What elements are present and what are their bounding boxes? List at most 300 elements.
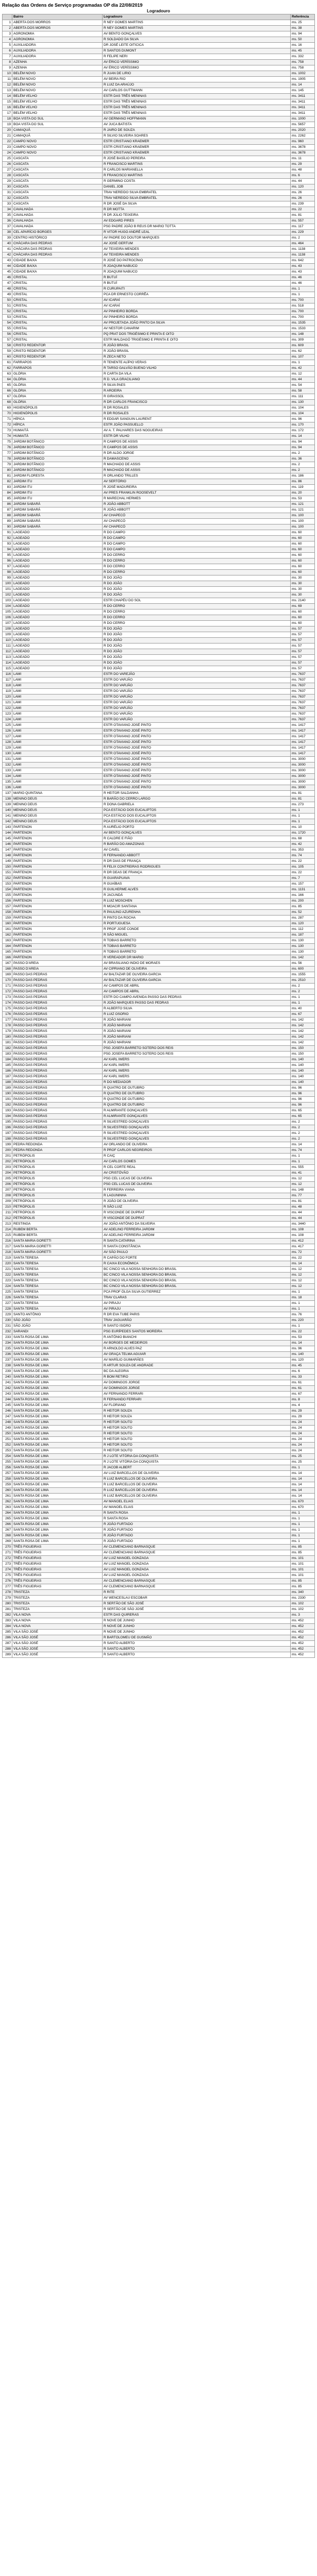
row-logradouro: R MOACIR SANTANA	[103, 904, 291, 910]
table-row	[3, 853, 315, 859]
table-row	[3, 541, 315, 547]
row-referencia: ms. 700	[291, 315, 315, 320]
row-referencia: ms. 3000	[291, 762, 315, 768]
row-index: 9	[3, 65, 12, 71]
row-referencia: ms. 1720	[291, 831, 315, 836]
row-logradouro: R NOVE DE JUNHO	[103, 1624, 291, 1630]
row-logradouro: R DO CERRO	[103, 615, 291, 621]
row-bairro: AUXILIADORA	[12, 43, 103, 48]
row-index: 154	[3, 887, 12, 893]
table-row	[3, 292, 315, 298]
row-bairro: PETRÓPOLIS	[12, 1159, 103, 1165]
row-referencia: ms. 77	[291, 1193, 315, 1199]
row-bairro: PARTENON	[12, 853, 103, 859]
row-bairro: PARTENON	[12, 831, 103, 836]
row-bairro: SANTA TERESA	[12, 1278, 103, 1284]
row-bairro: PARTENON	[12, 916, 103, 921]
table-row	[3, 1522, 315, 1528]
row-bairro: LAGEADO	[12, 541, 103, 547]
row-logradouro: R DR EVA TUBE PARIS	[103, 1312, 291, 1318]
row-bairro: LAMI	[12, 700, 103, 706]
row-index: 112	[3, 649, 12, 655]
row-referencia: ms. 700	[291, 298, 315, 303]
row-logradouro: AV SÃO PAULO	[103, 1250, 291, 1256]
row-referencia: ms. 85	[291, 904, 315, 910]
row-index: 246	[3, 1409, 12, 1414]
table-row	[3, 1465, 315, 1471]
row-logradouro: AV MANOEL ELIAS	[103, 1505, 291, 1511]
table-row	[3, 162, 315, 167]
row-bairro: JARDIM SABARÁ	[12, 524, 103, 530]
row-referencia: ms. 2	[291, 235, 315, 241]
table-row	[3, 411, 315, 417]
row-referencia: ms. 29	[291, 162, 315, 167]
row-index: 20	[3, 128, 12, 133]
row-bairro: PETRÓPOLIS	[12, 1210, 103, 1216]
row-bairro: PETRÓPOLIS	[12, 1216, 103, 1222]
row-logradouro: AV SERTÓRIO	[103, 479, 291, 485]
table-row	[3, 224, 315, 230]
row-logradouro: R DO JOÃO	[103, 575, 291, 581]
table-header-row	[3, 14, 315, 20]
row-referencia: ms. 4	[291, 1403, 315, 1409]
table-row	[3, 303, 315, 309]
row-referencia: ms. 670	[291, 1499, 315, 1505]
row-index: 93	[3, 541, 12, 547]
table-row	[3, 428, 315, 434]
table-row	[3, 1227, 315, 1233]
row-logradouro: ESTR DO VARJÃO	[103, 706, 291, 711]
row-referencia: ms. 14	[291, 1341, 315, 1346]
row-logradouro: AV A. T. PALHARES DAS NOGUEIRAS	[103, 428, 291, 434]
row-bairro: PARTENON	[12, 876, 103, 882]
table-row	[3, 1596, 315, 1601]
table-row	[3, 1477, 315, 1482]
row-logradouro: R JOÃO MARIANI	[103, 1040, 291, 1046]
row-logradouro: R ANTÔNIO BIANCHI	[103, 1335, 291, 1341]
table-row	[3, 1222, 315, 1227]
table-row	[3, 241, 315, 247]
row-logradouro: AV CAMPOS DE ABRIL	[103, 984, 291, 989]
row-bairro: PASSO DAS PEDRAS	[12, 1091, 103, 1097]
row-index: 185	[3, 1063, 12, 1069]
table-row	[3, 836, 315, 842]
row-referencia: ms. 14	[291, 1471, 315, 1477]
row-bairro: LAGEADO	[12, 604, 103, 609]
row-index: 236	[3, 1352, 12, 1358]
row-index: 177	[3, 1018, 12, 1023]
row-bairro: SÃO JOÃO	[12, 1318, 103, 1324]
table-row	[3, 717, 315, 723]
row-logradouro: AV GRAÇA TELMA AGUIAR	[103, 1352, 291, 1358]
table-row	[3, 938, 315, 944]
row-referencia: ms. 85	[291, 1550, 315, 1556]
row-index: 265	[3, 1516, 12, 1522]
row-referencia: ms. 105	[291, 865, 315, 870]
row-index: 168	[3, 967, 12, 972]
row-index: 252	[3, 1443, 12, 1448]
row-index: 79	[3, 462, 12, 468]
row-logradouro: R CAIÇ	[103, 1154, 291, 1159]
row-referencia: ms. 29	[291, 1409, 315, 1414]
row-bairro: CRISTAL	[12, 315, 103, 320]
row-index: 167	[3, 961, 12, 967]
row-referencia: ms. 25	[291, 20, 315, 26]
row-logradouro: ESTR JOÃO PASSUELLO	[103, 422, 291, 428]
row-bairro: PARTENON	[12, 870, 103, 876]
row-referencia: ms. 170	[291, 422, 315, 428]
row-index: 132	[3, 762, 12, 768]
table-row	[3, 1437, 315, 1443]
row-referencia: ms. 1	[291, 1516, 315, 1522]
row-referencia: ms. 53	[291, 1335, 315, 1341]
row-referencia: ms. 52	[291, 910, 315, 916]
row-referencia: ms. 60	[291, 547, 315, 553]
row-index: 188	[3, 1080, 12, 1086]
row-bairro: TRISTEZA	[12, 1601, 103, 1607]
table-row	[3, 587, 315, 592]
row-index: 52	[3, 309, 12, 315]
row-bairro: PASSO D'AREIA	[12, 961, 103, 967]
row-bairro: HIGIENÓPOLIS	[12, 405, 103, 411]
table-row	[3, 1397, 315, 1403]
row-bairro: LAGEADO	[12, 547, 103, 553]
row-index: 190	[3, 1091, 12, 1097]
row-logradouro: AV CAMPOS DE ABRIL	[103, 989, 291, 995]
row-logradouro: R CALDRE E FIÃO	[103, 836, 291, 842]
table-row	[3, 105, 315, 111]
row-logradouro: R QUATRO DE OUTUBRO	[103, 1091, 291, 1097]
table-row	[3, 1233, 315, 1239]
row-index: 48	[3, 286, 12, 292]
row-logradouro: R PORTUGUESA	[103, 921, 291, 927]
row-referencia: ms. 96	[291, 1091, 315, 1097]
row-bairro: PASSO DAS PEDRAS	[12, 972, 103, 978]
row-logradouro: R DR CARLOS FRANCISCO	[103, 400, 291, 405]
table-row	[3, 264, 315, 269]
row-logradouro: PCA ESTÁCIO DOS EUCALIPTOS	[103, 814, 291, 819]
table-row	[3, 349, 315, 354]
row-logradouro: AV CLEMENCIANO BARNASQUE	[103, 1584, 291, 1590]
row-index: 28	[3, 173, 12, 179]
row-index: 209	[3, 1199, 12, 1205]
row-bairro: LAGEADO	[12, 536, 103, 541]
row-logradouro: R DR DEAS DE FRANÇA	[103, 870, 291, 876]
row-referencia: ms. 2	[291, 1137, 315, 1142]
row-bairro: AUXILIADORA	[12, 54, 103, 60]
row-index: 171	[3, 984, 12, 989]
row-referencia: ms. 7637	[291, 683, 315, 689]
table-row	[3, 94, 315, 99]
table-row	[3, 1647, 315, 1652]
table-row	[3, 337, 315, 343]
row-bairro: JARDIM SABARÁ	[12, 502, 103, 507]
row-logradouro: R SILVESTRED GONÇALVES	[103, 1125, 291, 1131]
table-row	[3, 258, 315, 264]
row-index: 260	[3, 1488, 12, 1494]
row-index: 111	[3, 643, 12, 649]
row-referencia: ms. 452	[291, 1630, 315, 1635]
row-referencia: ms. 2020	[291, 128, 315, 133]
row-bairro: BELÉM NOVO	[12, 82, 103, 88]
row-bairro: LAGEADO	[12, 558, 103, 564]
table-row	[3, 791, 315, 796]
row-index: 280	[3, 1601, 12, 1607]
table-row	[3, 230, 315, 235]
row-referencia: ms. 1	[291, 292, 315, 298]
row-logradouro: AV ADELINO FERREIRA JARDIM	[103, 1233, 291, 1239]
row-referencia: ms. 309	[291, 337, 315, 343]
table-row	[3, 728, 315, 734]
table-row	[3, 1335, 315, 1341]
row-index: 253	[3, 1448, 12, 1454]
row-index: 74	[3, 434, 12, 439]
row-logradouro: R DO JOÃO	[103, 632, 291, 638]
row-bairro: CASCATA	[12, 167, 103, 173]
table-row	[3, 683, 315, 689]
row-logradouro: ESTR CHAPÉU DO SOL	[103, 598, 291, 604]
row-index: 46	[3, 275, 12, 281]
row-referencia: ms. 85	[291, 1584, 315, 1590]
table-row	[3, 1284, 315, 1290]
row-index: 117	[3, 677, 12, 683]
table-row	[3, 1533, 315, 1539]
row-referencia: ms. 7637	[291, 672, 315, 677]
table-row	[3, 1363, 315, 1369]
row-referencia: ms. 142	[291, 1040, 315, 1046]
row-index: 213	[3, 1222, 12, 1227]
row-bairro: TRÊS FIGUEIRAS	[12, 1550, 103, 1556]
row-bairro: PARTENON	[12, 944, 103, 950]
table-row	[3, 779, 315, 785]
row-referencia: ms. 1417	[291, 740, 315, 745]
table-row	[3, 655, 315, 660]
row-logradouro: AV BALTAZAR DE OLIVEIRA GARCIA	[103, 978, 291, 984]
row-index: 200	[3, 1148, 12, 1154]
row-referencia: ms. 94	[291, 445, 315, 451]
row-logradouro: R JOSÉ MADUREIRA	[103, 485, 291, 490]
table-row	[3, 1295, 315, 1301]
row-logradouro: PSG JOSEFA BARRETO SOTERO DOS REIS	[103, 1052, 291, 1057]
row-logradouro: AV PINHEIRO BORDA	[103, 309, 291, 315]
row-logradouro: AV CARLOS GUTTMANN	[103, 88, 291, 94]
row-logradouro: R DAMASCENO	[103, 456, 291, 462]
row-bairro: VILA NOVA	[12, 1624, 103, 1630]
row-index: 258	[3, 1477, 12, 1482]
row-referencia: ms. 1	[291, 1511, 315, 1516]
table-row	[3, 1352, 315, 1358]
row-referencia: ms. 1905	[291, 77, 315, 82]
row-index: 182	[3, 1046, 12, 1052]
table-row	[3, 1012, 315, 1018]
row-bairro: LAGEADO	[12, 626, 103, 632]
row-logradouro: R SANTA ROSA	[103, 1511, 291, 1516]
row-logradouro: R LUIZ DA ARAÚJO	[103, 82, 291, 88]
row-index: 59	[3, 349, 12, 354]
row-bairro: SANTA TERESA	[12, 1284, 103, 1290]
row-logradouro: R SILVIO SILVEIRA SOARES	[103, 133, 291, 139]
row-referencia: ms. 72	[291, 1250, 315, 1256]
row-referencia: ms. 60	[291, 541, 315, 547]
row-bairro: JARDIM ITU	[12, 485, 103, 490]
row-index: 273	[3, 1562, 12, 1567]
row-logradouro: AV JOÃO ANTÔNIO DA SILVEIRA	[103, 1222, 291, 1227]
row-index: 247	[3, 1414, 12, 1420]
row-referencia: ms. 121	[291, 507, 315, 513]
row-index: 161	[3, 927, 12, 933]
table-row	[3, 1482, 315, 1488]
table-row	[3, 524, 315, 530]
row-index: 272	[3, 1556, 12, 1562]
table-row	[3, 451, 315, 456]
row-logradouro: R DO JOÃO	[103, 666, 291, 672]
row-referencia: ms. 1533	[291, 326, 315, 332]
row-bairro: SANTA ROSA DE LIMA	[12, 1375, 103, 1380]
row-bairro: TRISTEZA	[12, 1596, 103, 1601]
row-index: 268	[3, 1533, 12, 1539]
row-logradouro: AV KARL IWERS	[103, 1069, 291, 1074]
row-index: 196	[3, 1125, 12, 1131]
row-referencia: ms. 26	[291, 190, 315, 196]
row-logradouro: AV PIRAJU	[103, 1301, 291, 1307]
row-referencia: ms. 1000	[291, 116, 315, 122]
row-index: 62	[3, 366, 12, 371]
row-bairro: HUMAITÁ	[12, 428, 103, 434]
table-row	[3, 462, 315, 468]
row-referencia: ms. 94	[291, 31, 315, 37]
row-logradouro: AV LUIZ MANOEL GONZAGA	[103, 1556, 291, 1562]
row-index: 267	[3, 1528, 12, 1533]
table-row	[3, 1278, 315, 1284]
row-index: 156	[3, 899, 12, 904]
row-referencia: ms. 2	[291, 1120, 315, 1125]
row-referencia: ms. 12	[291, 1176, 315, 1182]
row-bairro: SANTA TERESA	[12, 1307, 103, 1312]
document-subtitle: Logradouro	[147, 9, 170, 13]
row-referencia: ms. 14	[291, 1477, 315, 1482]
row-bairro: PASSO DAS PEDRAS	[12, 1012, 103, 1018]
row-bairro: CRISTAL	[12, 281, 103, 286]
row-logradouro: AV BENTO GONÇALVES	[103, 31, 291, 37]
row-bairro: GLÓRIA	[12, 377, 103, 383]
table-row	[3, 581, 315, 587]
table-row	[3, 1142, 315, 1148]
row-logradouro: ESTR DO VARJÃO	[103, 717, 291, 723]
row-logradouro: R DO JOÃO	[103, 638, 291, 643]
row-referencia: ms. 1	[291, 1465, 315, 1471]
table-row	[3, 643, 315, 649]
row-referencia: ms. 3000	[291, 774, 315, 779]
row-logradouro: R VISCONDE DE DUPRAT	[103, 1210, 291, 1216]
table-row	[3, 944, 315, 950]
row-referencia: ms. 2140	[291, 598, 315, 604]
row-logradouro: AV PRES FRANKLIN ROOSEVELT	[103, 490, 291, 496]
row-referencia: ms. 140	[291, 1069, 315, 1074]
row-logradouro: R BOM RETIRO	[103, 1375, 291, 1380]
row-index: 21	[3, 133, 12, 139]
row-index: 129	[3, 745, 12, 751]
row-index: 270	[3, 1545, 12, 1550]
row-referencia: ms. 452	[291, 1641, 315, 1647]
row-index: 191	[3, 1097, 12, 1103]
table-row	[3, 1324, 315, 1329]
row-index: 244	[3, 1397, 12, 1403]
table-row	[3, 814, 315, 819]
table-row	[3, 1040, 315, 1046]
row-referencia: ms. 24	[291, 1448, 315, 1454]
table-row	[3, 1511, 315, 1516]
column-header-index	[3, 14, 12, 20]
row-logradouro: R HEITOR SOUTO	[103, 1437, 291, 1443]
row-index: 69	[3, 405, 12, 411]
row-logradouro: AV CIPRIANO DE OLIVEIRA	[103, 967, 291, 972]
table-row	[3, 598, 315, 604]
row-bairro: BELÉM VELHO	[12, 105, 103, 111]
row-index: 92	[3, 536, 12, 541]
row-referencia: ms. 11	[291, 156, 315, 162]
table-row	[3, 150, 315, 156]
row-logradouro: R LUIZ BARCELLOS DE OLIVEIRA	[103, 1494, 291, 1499]
row-logradouro: R D. VILA GRACILIANO	[103, 377, 291, 383]
row-index: 218	[3, 1250, 12, 1256]
row-index: 106	[3, 615, 12, 621]
table-row	[3, 910, 315, 916]
row-index: 23	[3, 145, 12, 150]
row-bairro: PARTENON	[12, 910, 103, 916]
row-index: 70	[3, 411, 12, 417]
row-logradouro: R MACHADO DE ASSIS	[103, 462, 291, 468]
row-index: 65	[3, 383, 12, 388]
row-bairro: CAVALHADA	[12, 207, 103, 213]
row-referencia: ms. 1	[291, 1154, 315, 1159]
table-row	[3, 218, 315, 224]
row-bairro: LAMI	[12, 762, 103, 768]
row-logradouro: R FRANCISCO MARTINS	[103, 173, 291, 179]
row-bairro: PETRÓPOLIS	[12, 1154, 103, 1159]
row-index: 115	[3, 666, 12, 672]
table-row	[3, 54, 315, 60]
row-bairro: MENINO DEUS	[12, 802, 103, 808]
row-logradouro: R JOÃO MARQUES PASSO DAS PEDRAS	[103, 1001, 291, 1006]
row-logradouro: R JAIRO DE SOUZA	[103, 128, 291, 133]
row-bairro: LAGEADO	[12, 587, 103, 592]
row-referencia: ms. 96	[291, 1346, 315, 1352]
table-row	[3, 1443, 315, 1448]
row-referencia: ms. 38	[291, 26, 315, 31]
table-row	[3, 689, 315, 694]
row-referencia: ms. 157	[291, 882, 315, 887]
row-index: 266	[3, 1522, 12, 1528]
table-row	[3, 1545, 315, 1550]
row-referencia: ms. 145	[291, 88, 315, 94]
table-row	[3, 632, 315, 638]
row-bairro: SANTA ROSA DE LIMA	[12, 1369, 103, 1375]
table-body	[3, 20, 315, 1658]
row-logradouro: ESTR DO VARJÃO	[103, 700, 291, 706]
row-logradouro: R JOÃO FURTADO	[103, 1522, 291, 1528]
table-row	[3, 82, 315, 88]
row-bairro: SANTA MARIA GORETTI	[12, 1250, 103, 1256]
row-index: 42	[3, 252, 12, 258]
row-referencia: ms. 57	[291, 643, 315, 649]
row-bairro: SANTA ROSA DE LIMA	[12, 1539, 103, 1545]
row-referencia: ms. 1417	[291, 728, 315, 734]
table-row	[3, 1046, 315, 1052]
row-bairro: SANTA TERESA	[12, 1256, 103, 1261]
table-row	[3, 1148, 315, 1154]
row-bairro: PASSO DAS PEDRAS	[12, 1001, 103, 1006]
row-referencia: ms. 518	[291, 303, 315, 309]
